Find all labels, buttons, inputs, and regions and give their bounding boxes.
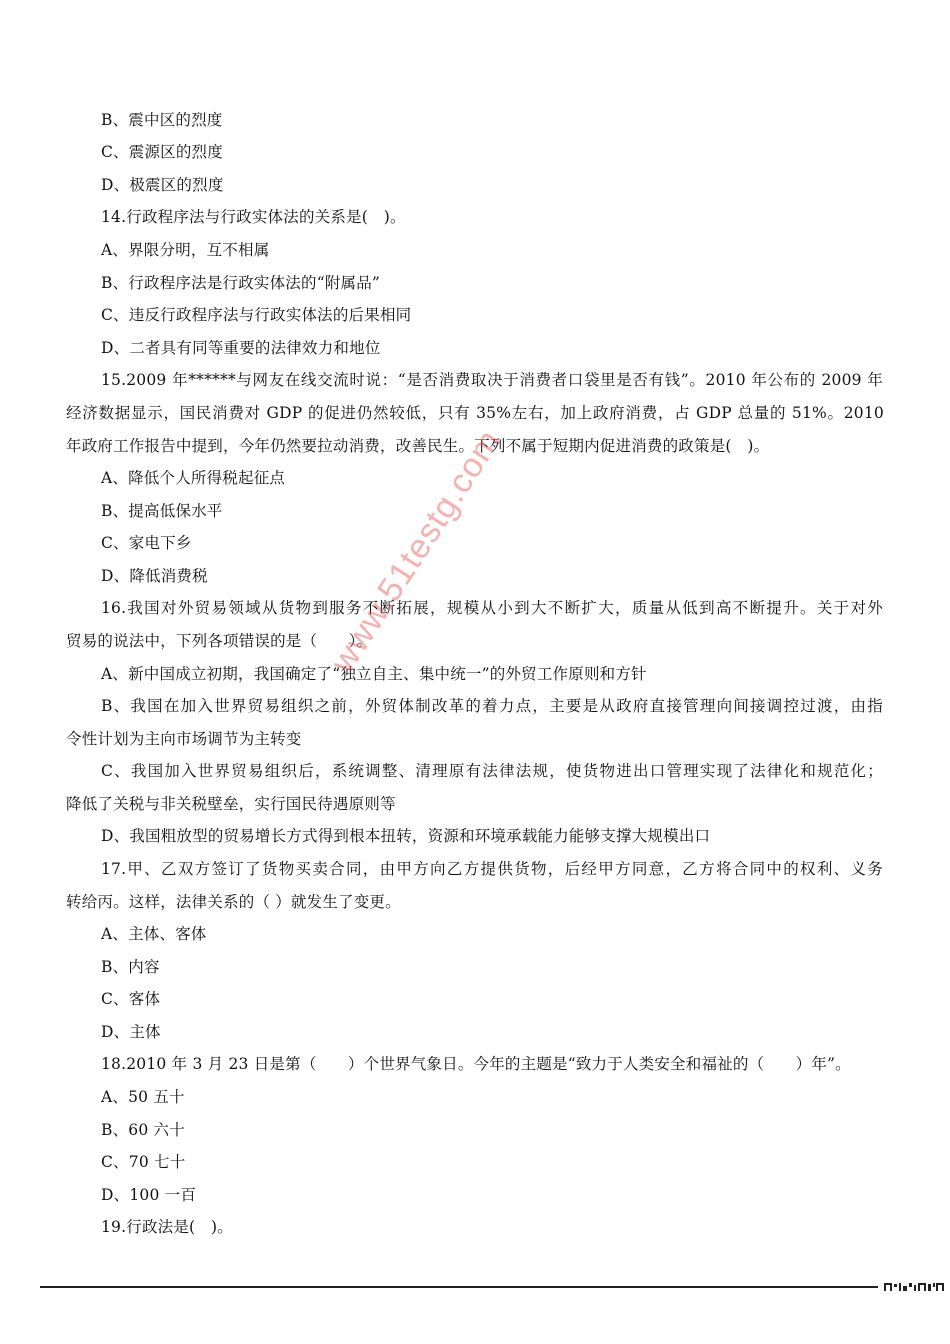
option-d-q16: D、我国粗放型的贸易增长方式得到根本扭转，资源和环境承载能力能够支撑大规模出口 xyxy=(101,827,711,845)
question-16-line-1: 16.我国对外贸易领域从货物到服务不断拓展，规模从小到大不断扩大，质量从低到高不断提升。关于对外 xyxy=(101,599,883,617)
option-c-q18: C、70 七十 xyxy=(101,1153,186,1171)
option-a-q14: A、界限分明，互不相属 xyxy=(101,241,270,259)
option-d-q14: D、二者具有同等重要的法律效力和地位 xyxy=(101,339,381,357)
question-15-line-2: 经济数据显示，国民消费对 GDP 的促进仍然较低，只有 35%左右，加上政府消费，占 GDP 总量的 51%。2010 xyxy=(66,404,884,422)
question-19: 19.行政法是( )。 xyxy=(101,1218,233,1236)
question-17-line-2: 转给丙。这样，法律关系的（ ）就发生了变更。 xyxy=(66,893,401,911)
option-d-q18: D、100 一百 xyxy=(101,1186,197,1204)
question-17-line-1: 17.甲、乙双方签订了货物买卖合同，由甲方向乙方提供货物，后经甲方同意，乙方将合同中的权利、义务 xyxy=(101,860,883,878)
option-b-q13: B、震中区的烈度 xyxy=(101,111,223,129)
watermark: www.51testg.com xyxy=(323,422,509,680)
option-d-q13: D、极震区的烈度 xyxy=(101,176,224,194)
option-a-q15: A、降低个人所得税起征点 xyxy=(101,469,286,487)
footer-rule xyxy=(40,1286,878,1288)
option-b-q14: B、行政程序法是行政实体法的“附属品” xyxy=(101,274,381,292)
option-b-q18: B、60 六十 xyxy=(101,1121,185,1139)
question-16-line-2: 贸易的说法中，下列各项错误的是（ ）。 xyxy=(66,632,373,650)
question-15-line-1: 15.2009 年******与网友在线交流时说：“是否消费取决于消费者口袋里是否有钱”。2010 年公布的 2009 年 xyxy=(101,371,883,389)
option-c-q17: C、客体 xyxy=(101,990,161,1008)
option-b-q15: B、提高低保水平 xyxy=(101,502,223,520)
option-d-q15: D、降低消费税 xyxy=(101,567,208,585)
option-c-q16-line-2: 降低了关税与非关税壁垒，实行国民待遇原则等 xyxy=(66,795,396,813)
option-c-q16-line-1: C、我国加入世界贸易组织后，系统调整、清理原有法律法规，使货物进出口管理实现了法律化和规范化； xyxy=(101,762,883,780)
option-b-q17: B、内容 xyxy=(101,958,160,976)
option-c-q13: C、震源区的烈度 xyxy=(101,143,223,161)
option-a-q17: A、主体、客体 xyxy=(101,925,207,943)
question-14: 14.行政程序法与行政实体法的关系是( )。 xyxy=(101,208,406,226)
option-c-q15: C、家电下乡 xyxy=(101,534,192,552)
question-15-line-3: 年政府工作报告中提到，今年仍然要拉动消费，改善民生。下列不属于短期内促进消费的政策是( )。 xyxy=(66,437,770,455)
option-c-q14: C、违反行政程序法与行政实体法的后果相同 xyxy=(101,306,412,324)
option-b-q16-line-2: 令性计划为主向市场调节为主转变 xyxy=(66,730,302,748)
option-a-q18: A、50 五十 xyxy=(101,1088,185,1106)
option-a-q16: A、新中国成立初期，我国确定了“独立自主、集中统一”的外贸工作原则和方针 xyxy=(101,665,647,683)
question-18: 18.2010 年 3 月 23 日是第（ ）个世界气象日。今年的主题是“致力于人类安全和福祉的（ ）年”。 xyxy=(101,1055,851,1073)
option-b-q16-line-1: B、我国在加入世界贸易组织之前，外贸体制改革的着力点，主要是从政府直接管理向间接调控过渡，由指 xyxy=(101,697,883,715)
option-d-q17: D、主体 xyxy=(101,1023,161,1041)
qr-code-icon xyxy=(884,1281,944,1291)
